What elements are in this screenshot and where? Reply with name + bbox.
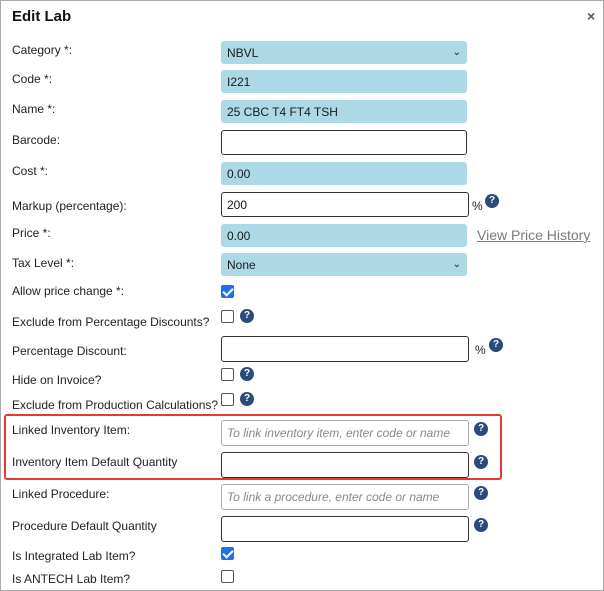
allow-price-change-label: Allow price change *: [12, 284, 125, 298]
hide-on-invoice-label: Hide on Invoice? [12, 373, 102, 387]
pct-discount-field[interactable] [221, 336, 469, 362]
antech-lab-label: Is ANTECH Lab Item? [12, 572, 131, 586]
chevron-down-icon: ⌄ [452, 47, 461, 58]
tax-level-select[interactable] [221, 253, 467, 276]
procedure-default-qty-field[interactable] [221, 516, 469, 542]
help-icon[interactable]: ? [474, 518, 488, 532]
antech-lab-checkbox[interactable] [221, 570, 234, 583]
view-price-history-link[interactable]: View Price History [477, 227, 591, 243]
exclude-pct-discounts-label: Exclude from Percentage Discounts? [12, 315, 210, 329]
inventory-default-qty-field[interactable] [221, 452, 469, 478]
code-field[interactable] [221, 70, 467, 93]
exclude-pct-discounts-checkbox[interactable] [221, 310, 234, 323]
integrated-lab-label: Is Integrated Lab Item? [12, 549, 136, 563]
markup-percent-sign: % [472, 199, 483, 213]
category-value: NBVL [227, 45, 259, 60]
procedure-default-qty-label: Procedure Default Quantity [12, 519, 157, 533]
cost-field[interactable] [221, 162, 467, 185]
help-icon[interactable]: ? [240, 392, 254, 406]
exclude-production-label: Exclude from Production Calculations? [12, 398, 219, 412]
allow-price-change-checkbox[interactable] [221, 285, 234, 298]
hide-on-invoice-checkbox[interactable] [221, 368, 234, 381]
dialog-title: Edit Lab [12, 8, 72, 25]
linked-inventory-label: Linked Inventory Item: [12, 423, 131, 437]
price-field[interactable] [221, 224, 467, 247]
barcode-label: Barcode: [12, 133, 61, 147]
help-icon[interactable]: ? [474, 422, 488, 436]
help-icon[interactable]: ? [485, 194, 499, 208]
integrated-lab-checkbox[interactable] [221, 547, 234, 560]
price-label: Price *: [12, 226, 51, 240]
name-label: Name *: [12, 102, 56, 116]
category-select[interactable] [221, 41, 467, 64]
help-icon[interactable]: ? [474, 486, 488, 500]
inventory-default-qty-label: Inventory Item Default Quantity [12, 455, 178, 469]
markup-field[interactable] [221, 192, 469, 217]
markup-label: Markup (percentage): [12, 199, 127, 213]
chevron-down-icon: ⌄ [452, 259, 461, 270]
code-label: Code *: [12, 72, 53, 86]
help-icon[interactable]: ? [240, 309, 254, 323]
category-label: Category *: [12, 43, 73, 57]
pct-discount-percent-sign: % [475, 343, 486, 357]
linked-inventory-input[interactable] [221, 420, 469, 446]
tax-level-label: Tax Level *: [12, 256, 75, 270]
tax-level-value: None [227, 257, 256, 272]
close-icon[interactable]: × [587, 8, 596, 24]
cost-label: Cost *: [12, 164, 49, 178]
exclude-production-checkbox[interactable] [221, 393, 234, 406]
barcode-field[interactable] [221, 130, 467, 155]
linked-procedure-label: Linked Procedure: [12, 487, 110, 501]
pct-discount-label: Percentage Discount: [12, 344, 127, 358]
help-icon[interactable]: ? [489, 338, 503, 352]
linked-procedure-input[interactable] [221, 484, 469, 510]
name-field[interactable] [221, 100, 467, 123]
help-icon[interactable]: ? [240, 367, 254, 381]
help-icon[interactable]: ? [474, 455, 488, 469]
